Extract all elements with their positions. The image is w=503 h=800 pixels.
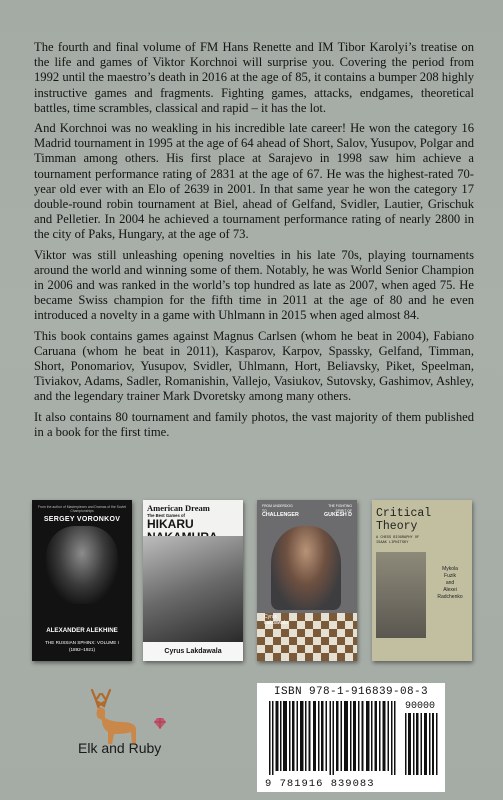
book-subtitle xyxy=(372,533,472,545)
book-header xyxy=(257,500,357,518)
book-subtitle-line: ISAAK LIPNITSKY xyxy=(376,540,409,545)
barcode xyxy=(257,683,445,792)
book-cover-alekhine xyxy=(32,500,132,661)
blurb-paragraph: The fourth and final volume of FM Hans Renette and IM Tibor Karolyi’s treatise on the life and games of Viktor Korchnoi will surprise you. Covering the period from 1992 until the maestro’s death in 2016 at the age of 85, it contains a bumper 208 highly instructive games and fragments. Fighting games, attacks, endgames, theoretical battles, time scrambles, classical and rapid – it has the lot. xyxy=(34,40,474,115)
book-header-right xyxy=(324,504,352,518)
book-title-name: HIKARU xyxy=(147,517,194,531)
book-header-line: GUKESH D xyxy=(324,512,352,518)
book-author-line: Cyrus xyxy=(264,614,278,620)
book-author-line: Mykola xyxy=(442,566,458,572)
portrait-image xyxy=(46,526,118,604)
price-code: 90000 xyxy=(405,701,436,712)
book-header-line: FROM UNDERDOG xyxy=(262,504,293,508)
book-cover-gukesh xyxy=(257,500,357,661)
book-subtitle-line: A CHESS BIOGRAPHY OF xyxy=(376,536,420,540)
book-subtitle-line: THE RUSSIAN SPHINX: VOLUME I xyxy=(45,640,119,645)
book-header-line: SPIRIT OF xyxy=(335,508,352,513)
book-subtitle-line: (1892–1921) xyxy=(68,647,96,652)
book-cover-critical-theory xyxy=(372,500,472,661)
book-author xyxy=(264,614,288,626)
book-title: American Dream xyxy=(147,503,210,513)
book-title-line: Critical xyxy=(376,507,432,520)
related-books xyxy=(0,500,503,662)
blurb-paragraph: This book contains games against Magnus Carlsen (whom he beat in 2004), Fabiano Caruana (whom he beat in 2011), Kasparov, Karpov, Spassky, Gelfand, Timman, Short, Ponomariov, Yusupov, Svidler, Uhlmann, Hort, Beliavsky, Piket, Speelman, Tiviakov, Adams, Sadler, Romanishin, Vallejo, Vasiukov, Sutovsky, Gashimov, Ashley, and the legendary trainer Mark Dvoretsky among many others. xyxy=(34,328,474,404)
blurb-paragraph: It also contains 80 tournament and family photos, the vast majority of them published in a book for the first time. xyxy=(34,409,474,439)
book-author: SERGEY VORONKOV xyxy=(43,516,121,523)
ean-barcode-bars xyxy=(269,701,397,775)
book-tagline: From the author of Masterpieces and Dramas of the Soviet Championships xyxy=(37,505,127,513)
book-cover-nakamura xyxy=(143,500,243,661)
book-header-left xyxy=(262,504,299,518)
book-title xyxy=(372,500,472,533)
book-author-line: Alexei xyxy=(443,587,457,593)
back-cover-blurb xyxy=(34,40,474,445)
book-author-line: and xyxy=(445,580,455,586)
barcode-digits: 9 781916 839083 xyxy=(265,778,375,790)
addon-barcode-bars xyxy=(405,713,439,775)
book-header-line: CHALLENGER xyxy=(262,512,299,518)
isbn-text: ISBN 978-1-916839-08-3 xyxy=(273,686,429,698)
book-title-line: Theory xyxy=(376,520,418,533)
book-authors xyxy=(430,566,470,601)
blurb-paragraph: Viktor was still unleashing opening novelties in his late 70s, playing tournaments around the world and winning some of them. Notably, he was World Senior Champion in 2006 and was ranked in the world’s top hundred as late as 2007, when aged 75. He became Swiss champion for the fifth time in 2011 at the age of 80 and he even introduced a novelty in a game with Uhlmann in 2015 when aged almost 84. xyxy=(34,247,474,323)
book-title: ALEXANDER ALEKHINE xyxy=(46,627,118,634)
book-subtitle: The Best Games of xyxy=(147,513,185,518)
book-author-line: Lakdawala xyxy=(264,620,288,626)
book-author-line: Fuzik xyxy=(444,573,456,579)
book-subtitle xyxy=(32,639,132,653)
book-header-line: THE FIGHTING xyxy=(328,504,352,508)
player-photo xyxy=(271,526,341,610)
book-header-line: TO xyxy=(262,508,267,513)
publisher-name: Elk and Ruby xyxy=(78,740,162,756)
book-author: Cyrus Lakdawala xyxy=(143,642,243,661)
player-photo xyxy=(376,552,426,638)
book-author-line: Radchenko xyxy=(437,594,463,600)
blurb-paragraph: And Korchnoi was no weakling in his incredible late career! He won the category 16 Madrid tournament in 1995 at the age of 64 ahead of Short, Salov, Yusupov, Polgar and Timman among others. His first place at Sarajevo in 1998 saw him achieve a tournament performance rating of 2831 at the age of 67. He was the highest-rated 70-year old ever with an Elo of 2639 in 2001. In that same year he won the category 17 double-round robin tournament at Biel, ahead of Gelfand, Svidler, Lautier, Grischuk and Pelletier. In 2004 he achieved a tournament performance rating of nearly 2800 in the city of Paks, Hungary, at the age of 73. xyxy=(34,121,474,242)
player-photo xyxy=(143,536,243,642)
